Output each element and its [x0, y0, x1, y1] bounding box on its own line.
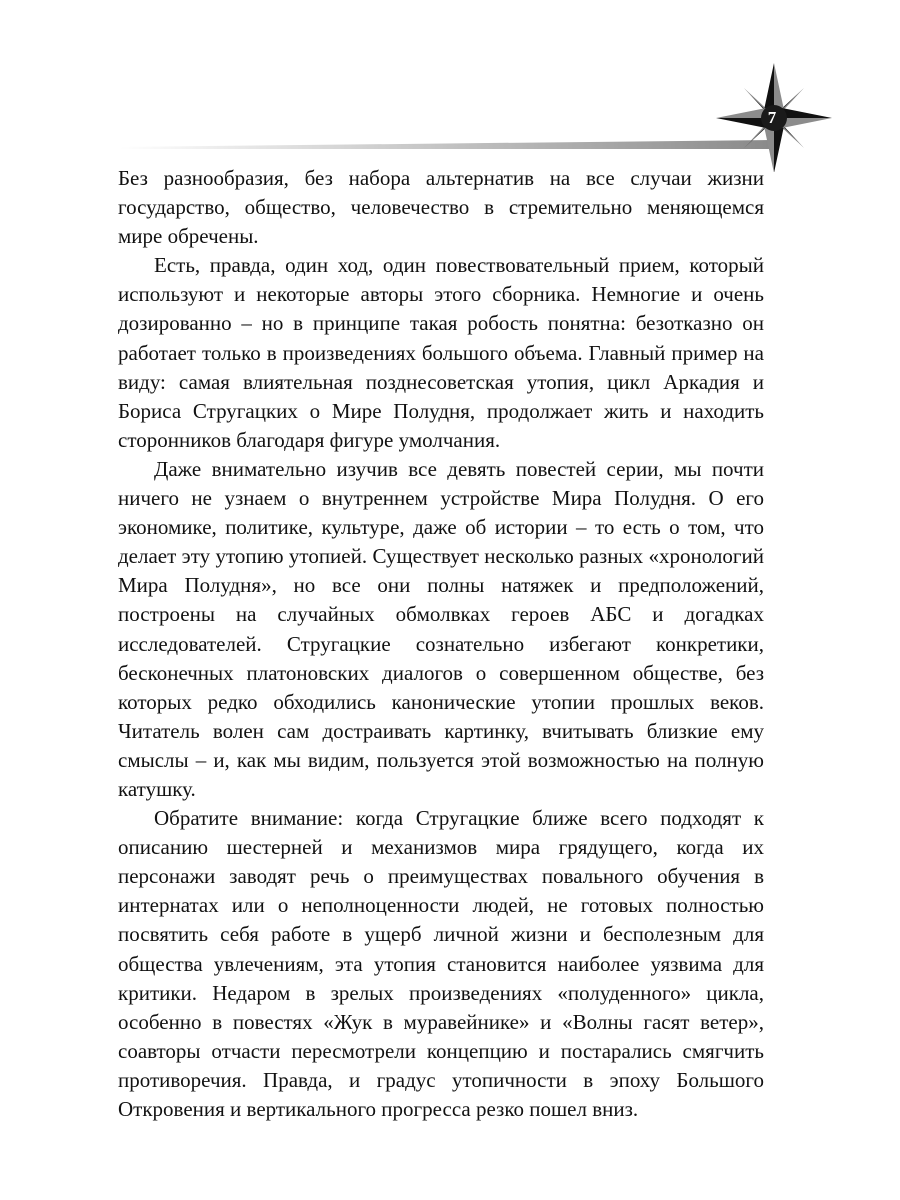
paragraph: Обратите внимание: когда Стругацкие ближе всего подходят к описанию шестерней и механизмов мира грядущего, когда их персонажи заводят речь о преимуществах повального обучения в интернатах или о неполноценности людей, не готовых полностью посвятить себя работе в ущерб личной жизни и бесполезным для общества увлечениям, эта утопия становится наиболее уязвима для критики. Недаром в зрелых произведениях «полуденного» цикла, особенно в повестях «Жук в муравейнике» и «Волны гасят ветер», соавторы отчасти пересмотрели концепцию и постарались смягчить противоречия. Правда, и градус утопичности в эпоху Большого Откровения и вертикального прогресса резко пошел вниз. — [118, 806, 764, 1121]
paragraph: Даже внимательно изучив все девять повестей серии, мы почти ничего не узнаем о внутреннем устройстве Мира Полудня. О его экономике, политике, культуре, даже об истории – то есть о том, что делает эту утопию утопией. Существует несколько разных «хронологий Мира Полудня», но все они полны натяжек и предположений, построены на случайных обмолвках героев АБС и догадках исследователей. Стругацкие сознательно избегают конкретики, бесконечных платоновских диалогов о совершенном обществе, без которых редко обходились канонические утопии прошлых веков. Читатель волен сам достраивать картинку, вчитывать близкие ему смыслы – и, как мы видим, пользуется этой возможностью на полную катушку. — [118, 456, 764, 801]
paragraph: Без разнообразия, без набора альтернатив на все случаи жизни государство, общество, человечество в стремительно меняющемся мире обречены. — [118, 166, 764, 249]
header-rule — [120, 140, 770, 149]
body-text — [118, 164, 764, 1124]
paragraph: Есть, правда, один ход, один повествовательный прием, который используют и некоторые авторы этого сборника. Немногие и очень дозированно – но в принципе такая робость понятна: безотказно он работает только в произведениях большого объема. Главный пример на виду: самая влиятельная позднесоветская утопия, цикл Аркадия и Бориса Стругацких о Мире Полудня, продолжает жить и находить сторонников благодаря фигуре умолчания. — [118, 253, 764, 452]
page-number: 7 — [767, 108, 777, 127]
